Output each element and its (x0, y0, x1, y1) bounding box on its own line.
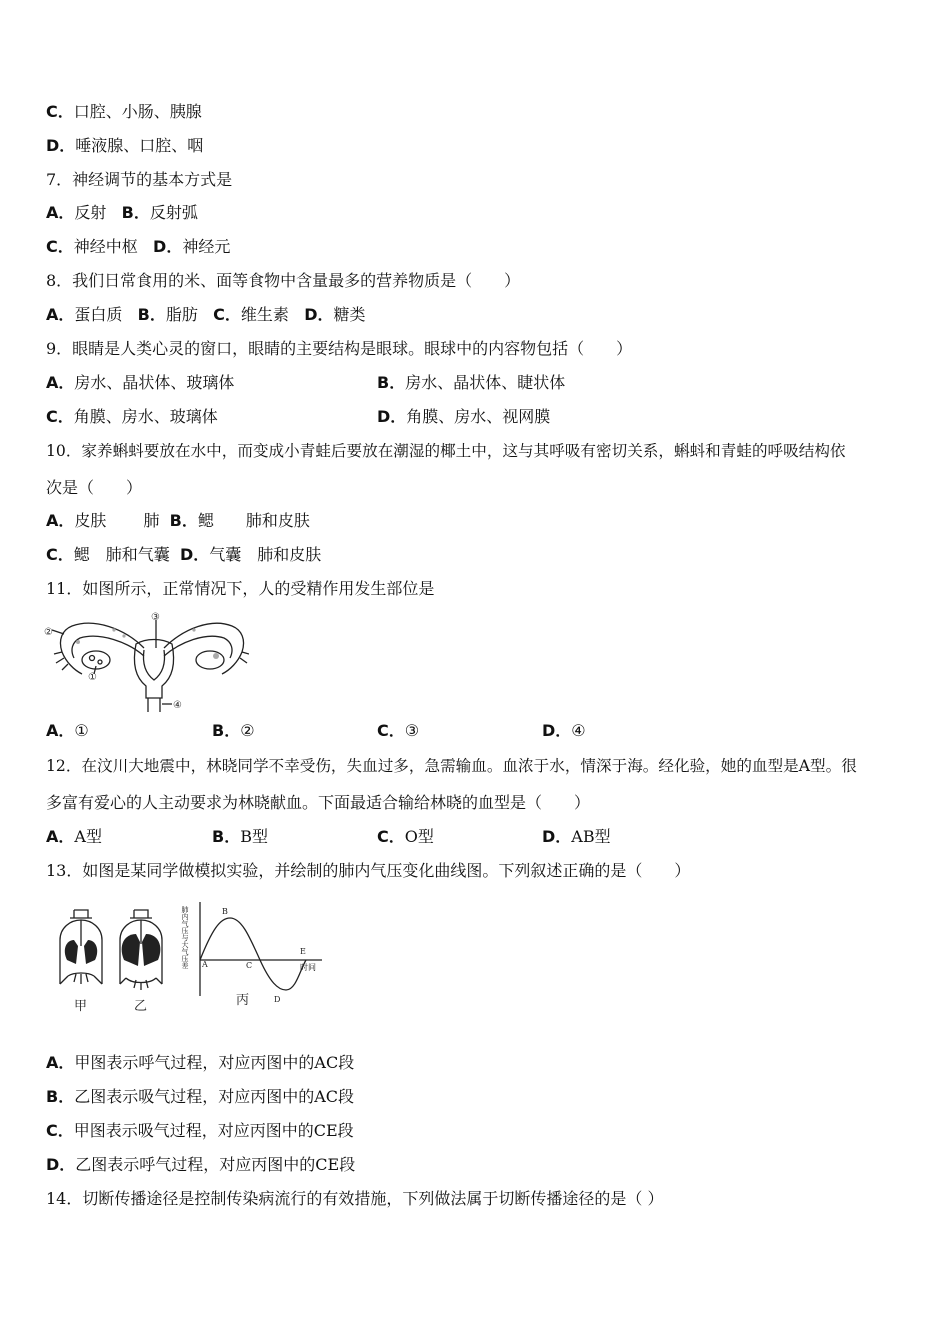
option-letter: C． (46, 237, 74, 256)
q9-stem: 9．眼睛是人类心灵的窗口，眼睛的主要结构是眼球。眼球中的内容物包括（ ） (46, 339, 633, 358)
marker-2: ② (44, 627, 53, 638)
q10-stem-line1: 10．家养蝌蚪要放在水中，而变成小青蛙后要放在潮湿的椰土中，这与其呼吸有密切关系，蝌蚪和青蛙的呼吸结构依 (46, 442, 846, 460)
option-letter: D． (542, 721, 572, 740)
q12-option-b (212, 827, 268, 847)
q7-options-row1 (46, 203, 198, 223)
q11-option-c (377, 721, 419, 741)
option-text: 角膜、房水、视网膜 (406, 407, 551, 426)
option-text: 房水、晶状体、玻璃体 (74, 373, 235, 392)
uterus-diagram (44, 608, 249, 712)
option-text: 神经中枢 (73, 237, 138, 256)
option-letter: B． (46, 1087, 75, 1106)
option-letter: C． (377, 827, 405, 846)
option-text: 角膜、房水、玻璃体 (73, 407, 218, 426)
q12-option-d (542, 827, 611, 847)
point-a: A (202, 960, 208, 969)
option-text: 维生素 (240, 305, 289, 324)
option-text: 口腔、小肠、胰腺 (73, 102, 202, 121)
q13-option-d (46, 1155, 355, 1175)
option-letter: D． (542, 827, 572, 846)
option-letter: A． (46, 203, 75, 222)
q10-options-row2 (46, 545, 321, 565)
q11-stem: 11．如图所示，正常情况下，人的受精作用发生部位是 (46, 579, 435, 598)
option-letter: D． (377, 407, 407, 426)
q11-option-d (542, 721, 586, 741)
marker-1: ① (88, 672, 97, 683)
graph-x-label: 时间 (300, 963, 316, 972)
option-letter: C． (46, 1121, 74, 1140)
option-text: AB型 (571, 827, 611, 846)
option-text: ④ (571, 721, 586, 740)
point-d: D (274, 995, 281, 1004)
graph-y-label: 肺内气压与大气压差 (181, 906, 189, 969)
option-letter: B． (121, 203, 150, 222)
q10-options-row1 (46, 511, 310, 531)
q13-option-c (46, 1121, 354, 1141)
option-letter: D． (153, 237, 183, 256)
option-letter: C． (213, 305, 241, 324)
option-text: 鳃 肺和皮肤 (197, 511, 310, 530)
option-text: 甲图表示呼气过程，对应丙图中的AC段 (74, 1053, 355, 1072)
q9-option-a (46, 373, 234, 393)
q9-option-c (46, 407, 218, 427)
point-b: B (222, 907, 228, 916)
option-text: A型 (74, 827, 102, 846)
option-letter: C． (377, 721, 405, 740)
option-text: O型 (404, 827, 434, 846)
option-letter: B． (212, 827, 241, 846)
option-text: ① (74, 721, 89, 740)
option-text: 反射弧 (149, 203, 198, 222)
option-text: 皮肤 肺 (74, 511, 160, 530)
q9-option-d (377, 407, 550, 427)
point-c: C (246, 961, 253, 970)
q7-stem: 7．神经调节的基本方式是 (46, 170, 233, 189)
option-letter: B． (377, 373, 406, 392)
option-text: 乙图表示吸气过程，对应丙图中的AC段 (74, 1087, 355, 1106)
option-letter: D． (179, 545, 210, 564)
point-e: E (300, 947, 306, 956)
q6-option-d (46, 136, 203, 156)
option-text: 蛋白质 (74, 305, 123, 324)
q8-stem: 8．我们日常食用的米、面等食物中含量最多的营养物质是（ ） (46, 271, 521, 290)
option-text: 神经元 (182, 237, 231, 256)
q11-option-b (212, 721, 255, 741)
label-jia: 甲 (74, 999, 88, 1014)
option-letter: A． (46, 305, 75, 324)
option-text: ② (240, 721, 255, 740)
option-letter: D． (46, 136, 76, 155)
marker-3: ③ (151, 612, 160, 623)
q8-options (46, 305, 366, 325)
option-letter: C． (46, 407, 74, 426)
option-text: 乙图表示呼气过程，对应丙图中的CE段 (75, 1155, 356, 1174)
option-text: 反射 (74, 203, 107, 222)
option-text: 甲图表示吸气过程，对应丙图中的CE段 (73, 1121, 354, 1140)
q14-stem: 14．切断传播途径是控制传染病流行的有效措施，下列做法属于切断传播途径的是（ ） (46, 1189, 664, 1208)
label-bing: 丙 (236, 993, 250, 1008)
q13-option-b (46, 1087, 354, 1107)
q12-option-c (377, 827, 434, 847)
option-text: ③ (404, 721, 420, 740)
option-text: 唾液腺、口腔、咽 (75, 136, 204, 155)
option-letter: A． (46, 827, 75, 846)
option-letter: A． (46, 1053, 75, 1072)
q9-option-b (377, 373, 565, 393)
option-letter: B． (169, 511, 198, 530)
marker-4: ④ (173, 700, 182, 711)
q10-stem-line2: 次是（ ） (46, 478, 143, 497)
option-letter: B． (212, 721, 241, 740)
option-letter: D． (46, 1155, 76, 1174)
q6-option-c (46, 102, 202, 122)
q12-option-a (46, 827, 102, 847)
q13-stem: 13．如图是某同学做模拟实验，并绘制的肺内气压变化曲线图。下列叙述正确的是（ ） (46, 861, 691, 880)
option-text: 糖类 (333, 305, 366, 324)
option-letter: B． (137, 305, 166, 324)
q12-stem-line2: 多富有爱心的人主动要求为林晓献血。下面最适合输给林晓的血型是（ ） (46, 793, 591, 812)
option-text: 房水、晶状体、睫状体 (405, 373, 566, 392)
option-letter: A． (46, 373, 75, 392)
option-text: 鳃 肺和气囊 (73, 545, 170, 564)
breathing-model-diagram (50, 898, 330, 1016)
option-letter: C． (46, 545, 74, 564)
option-letter: A． (46, 721, 75, 740)
label-yi: 乙 (134, 999, 148, 1014)
q7-options-row2 (46, 237, 230, 257)
option-letter: A． (46, 511, 75, 530)
option-letter: D． (304, 305, 334, 324)
q12-stem-line1: 12．在汶川大地震中，林晓同学不幸受伤，失血过多，急需输血。血浓于水，情深于海。经化验，她的血型是A型。很 (46, 757, 857, 775)
option-text: B型 (240, 827, 268, 846)
option-text: 脂肪 (165, 305, 198, 324)
option-text: 气囊 肺和皮肤 (209, 545, 322, 564)
q13-option-a (46, 1053, 354, 1073)
q11-option-a (46, 721, 89, 741)
option-letter: C． (46, 102, 74, 121)
